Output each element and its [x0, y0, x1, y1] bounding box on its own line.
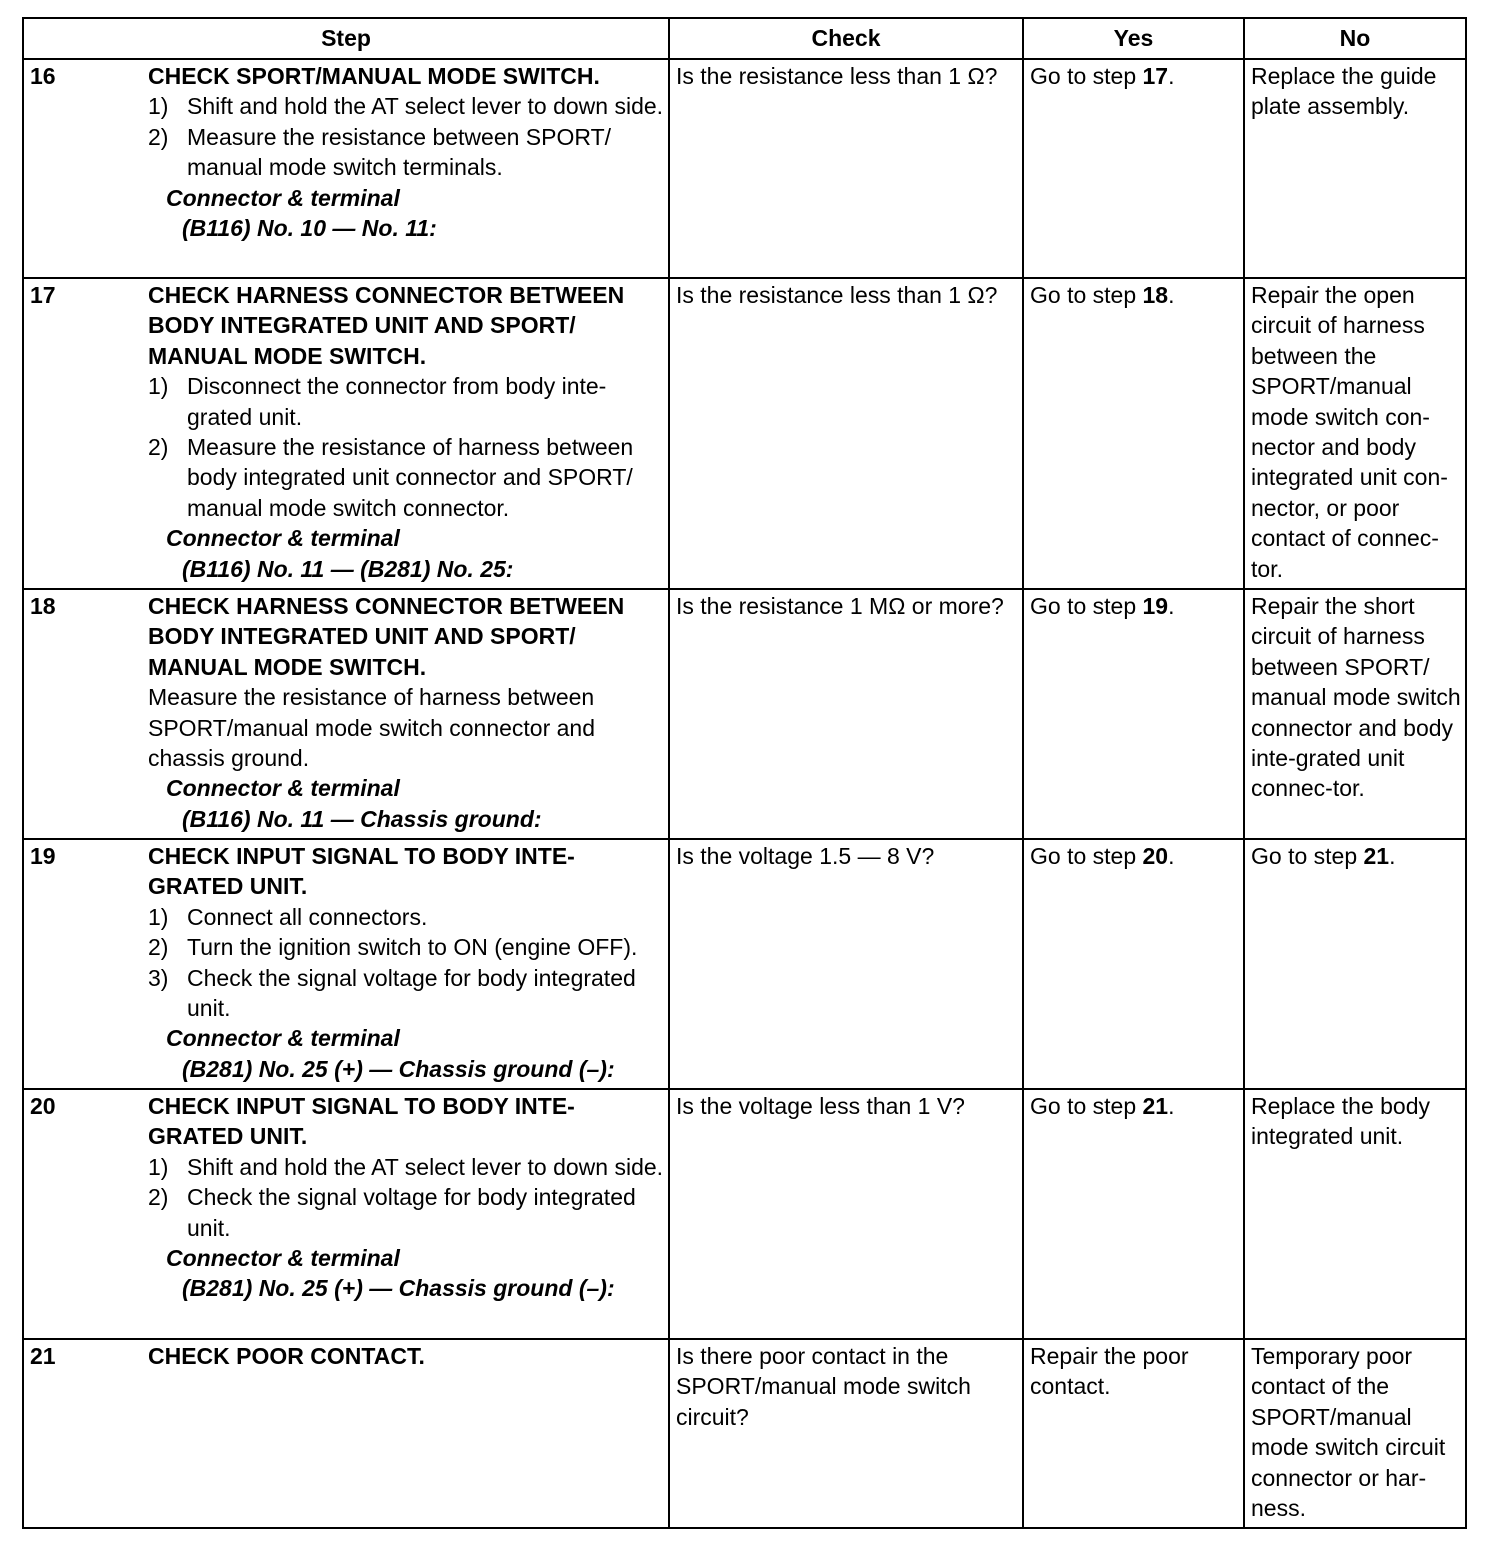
step-number: 19	[30, 843, 56, 869]
step-number: 17	[30, 282, 56, 308]
yes-cell: Go to step 20.	[1023, 839, 1244, 1089]
step-ref: 17	[1142, 63, 1169, 89]
no-cell: Repair the short circuit of harness between SPORT/ manual mode switch connector and body inte-grated unit connec-tor.	[1244, 589, 1466, 839]
diagnostic-page	[22, 17, 1465, 1529]
step-ref: 19	[1142, 593, 1169, 619]
yes-cell: Repair the poor contact.	[1023, 1339, 1244, 1528]
step-ref: 20	[1142, 843, 1169, 869]
header-step: Step	[23, 18, 669, 59]
check-cell: Is the resistance less than 1 Ω?	[669, 278, 1023, 589]
terminal-spec: (B116) No. 11 — (B281) No. 25:	[182, 555, 514, 582]
header-no: No	[1244, 18, 1466, 59]
no-cell: Replace the guide plate assembly.	[1244, 59, 1466, 278]
connector-label: Connector & terminal	[166, 525, 400, 552]
step-instruction: 1) Connect all connectors.	[148, 903, 428, 930]
terminal-spec: (B281) No. 25 (+) — Chassis ground (–):	[182, 1055, 615, 1082]
check-cell: Is the voltage 1.5 — 8 V?	[669, 839, 1023, 1089]
check-cell: Is the resistance 1 MΩ or more?	[669, 589, 1023, 839]
step-title: CHECK HARNESS CONNECTOR BETWEEN BODY INTEGRATED UNIT AND SPORT/ MANUAL MODE SWITCH.	[148, 593, 625, 680]
step-instruction: 2) Measure the resistance of harness between body integrated unit connector and SPORT/ manual mode switch connector.	[148, 434, 634, 521]
check-cell: Is there poor contact in the SPORT/manual mode switch circuit?	[669, 1339, 1023, 1528]
no-cell: Temporary poor contact of the SPORT/manual mode switch circuit connector or har-ness.	[1244, 1339, 1466, 1528]
step-instruction: 3) Check the signal voltage for body integrated unit.	[148, 964, 636, 1022]
yes-cell: Go to step 19.	[1023, 589, 1244, 839]
step-title: CHECK HARNESS CONNECTOR BETWEEN BODY INTEGRATED UNIT AND SPORT/ MANUAL MODE SWITCH.	[148, 282, 625, 369]
step-instruction: 1) Shift and hold the AT select lever to down side.	[148, 1153, 664, 1180]
step-title: CHECK POOR CONTACT.	[148, 1343, 425, 1369]
terminal-spec: (B116) No. 10 — No. 11:	[182, 215, 437, 242]
header-check: Check	[669, 18, 1023, 59]
yes-cell: Go to step 17.	[1023, 59, 1244, 278]
step-number: 18	[30, 593, 56, 619]
connector-label: Connector & terminal	[166, 184, 400, 211]
no-cell: Go to step 21.	[1244, 839, 1466, 1089]
step-ref: 21	[1142, 1093, 1169, 1119]
step-instruction: 2) Check the signal voltage for body integrated unit.	[148, 1184, 636, 1241]
step-cell	[23, 278, 669, 589]
step-title: CHECK INPUT SIGNAL TO BODY INTE-GRATED UNIT.	[148, 1093, 575, 1150]
step-instruction: 2) Turn the ignition switch to ON (engine OFF).	[148, 934, 638, 961]
step-cell	[23, 1339, 669, 1528]
step-cell	[23, 839, 669, 1089]
terminal-spec: (B116) No. 11 — Chassis ground:	[182, 805, 542, 832]
step-cell	[23, 1089, 669, 1339]
step-title: CHECK SPORT/MANUAL MODE SWITCH.	[148, 63, 600, 89]
table-row-16	[23, 59, 1466, 278]
connector-label: Connector & terminal	[166, 1245, 400, 1272]
table-row-18	[23, 589, 1466, 839]
yes-cell: Go to step 18.	[1023, 278, 1244, 589]
table-row-20	[23, 1089, 1466, 1339]
table-row-21	[23, 1339, 1466, 1528]
step-number: 16	[30, 63, 56, 89]
connector-label: Connector & terminal	[166, 1025, 400, 1052]
step-instruction: 1) Shift and hold the AT select lever to down side.	[148, 93, 664, 120]
check-cell: Is the voltage less than 1 V?	[669, 1089, 1023, 1339]
no-cell: Replace the body integrated unit.	[1244, 1089, 1466, 1339]
check-cell: Is the resistance less than 1 Ω?	[669, 59, 1023, 278]
terminal-spec: (B281) No. 25 (+) — Chassis ground (–):	[182, 1275, 615, 1302]
step-cell	[23, 589, 669, 839]
step-instruction: 1) Disconnect the connector from body inte-grated unit.	[148, 373, 607, 430]
step-number: 20	[30, 1093, 56, 1119]
step-ref: 21	[1363, 843, 1390, 869]
yes-cell: Go to step 21.	[1023, 1089, 1244, 1339]
step-instruction: 2) Measure the resistance between SPORT/ manual mode switch terminals.	[148, 123, 612, 181]
diagnostic-table	[22, 17, 1467, 1529]
no-cell: Repair the open circuit of harness between the SPORT/manual mode switch con-nector and body integrated unit con-nector, or poor contact of connec-tor.	[1244, 278, 1466, 589]
step-instruction: Measure the resistance of harness between SPORT/manual mode switch connector and chassis ground.	[148, 684, 596, 772]
table-row-17	[23, 278, 1466, 589]
step-ref: 18	[1142, 282, 1169, 308]
step-cell	[23, 59, 669, 278]
step-title: CHECK INPUT SIGNAL TO BODY INTE-GRATED UNIT.	[148, 843, 575, 900]
connector-label: Connector & terminal	[166, 775, 400, 802]
header-yes: Yes	[1023, 18, 1244, 59]
table-row-19	[23, 839, 1466, 1089]
header-row	[23, 18, 1466, 59]
step-number: 21	[30, 1343, 56, 1369]
